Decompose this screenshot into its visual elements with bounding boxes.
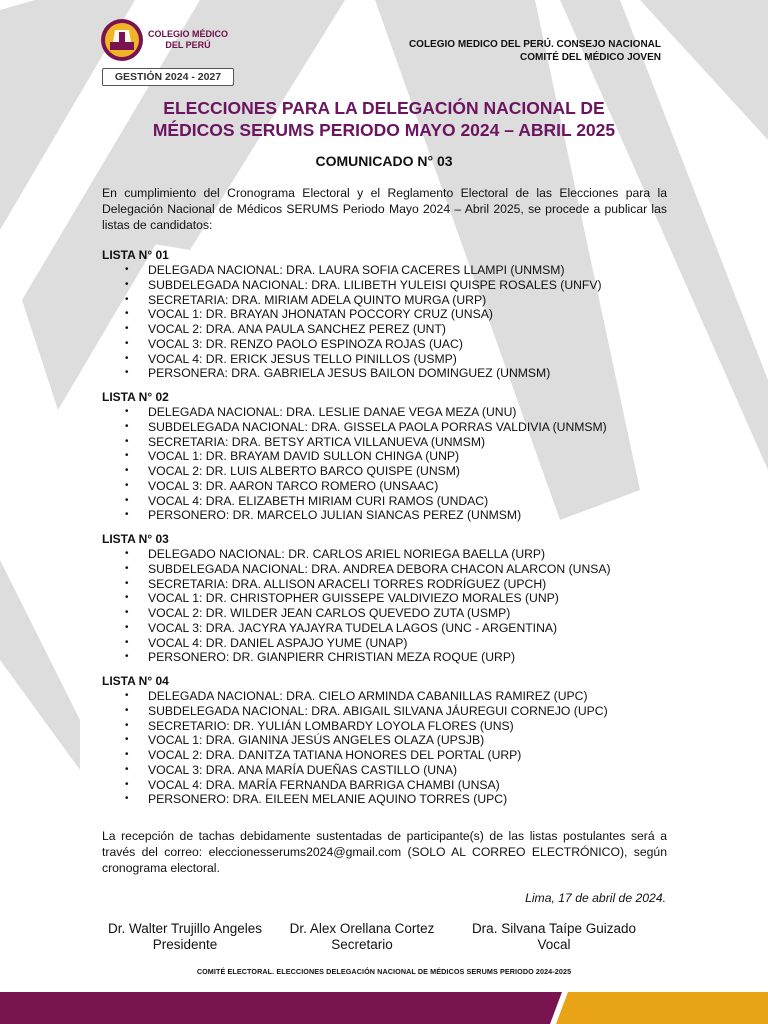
list-item: [102, 606, 672, 621]
candidate-text: PERSONERO: DR. GIANPIERR CHRISTIAN MEZA ROQUE (URP): [148, 650, 516, 665]
signature-role: Secretario: [331, 937, 393, 952]
footer-note: COMITÉ ELECTORAL. ELECCIONES DELEGACIÓN NACIONAL DE MÉDICOS SERUMS PERIODO 2024-2025: [196, 967, 572, 976]
list-item: [102, 689, 672, 704]
bullet-icon: •: [125, 308, 129, 320]
bullet-icon: •: [125, 337, 129, 349]
bullet-icon: •: [125, 548, 129, 559]
bullet-icon: •: [125, 278, 129, 290]
closing-paragraph: La recepción de tachas debidamente sustentadas de participante(s) de las listas postulantes será a través del correo: eleccionesserums2024@gmail.com (SOLO AL CORREO ELECTRÓNICO), según cronograma electoral.: [102, 829, 667, 875]
lista-title: LISTA N° 01: [102, 248, 169, 262]
comunicado-heading: COMUNICADO N° 03: [315, 153, 453, 169]
candidate-text: VOCAL 1: DR. BRAYAM DAVID SULLON CHINGA (UNP): [148, 449, 460, 464]
candidate-list: [102, 689, 672, 807]
signature-role: Presidente: [152, 937, 218, 952]
bullet-icon: •: [125, 607, 129, 618]
candidate-text: VOCAL 4: DR. ERICK JESUS TELLO PINILLOS (USMP): [148, 351, 457, 366]
lista-title: LISTA N° 02: [102, 390, 169, 404]
candidate-text: DELEGADA NACIONAL: DRA. LESLIE DANAE VEGA MEZA (UNU): [148, 405, 517, 419]
logo-name: [148, 29, 228, 51]
list-item: [102, 464, 672, 479]
list-item: [102, 337, 672, 352]
candidate-text: VOCAL 3: DR. AARON TARCO ROMERO (UNSAAC): [148, 478, 439, 493]
list-item: [102, 621, 672, 636]
list-item: [102, 293, 672, 308]
candidate-text: SECRETARIO: DR. YULIÁN LOMBARDY LOYOLA FLORES (UNS): [148, 718, 514, 733]
list-item: [102, 577, 672, 592]
organization-header: [409, 38, 661, 64]
bullet-icon: •: [125, 420, 129, 432]
bullet-icon: •: [125, 592, 129, 604]
candidate-list: [102, 547, 672, 665]
candidate-text: DELEGADO NACIONAL: DR. CARLOS ARIEL NORIEGA BAELLA (URP): [148, 547, 546, 561]
candidate-text: SUBDELEGADA NACIONAL: DRA. LILIBETH YULEISI QUISPE ROSALES (UNFV): [148, 277, 602, 292]
list-item: [102, 322, 672, 337]
bullet-icon: •: [125, 577, 129, 589]
list-item: [102, 420, 672, 435]
candidate-text: VOCAL 4: DRA. ELIZABETH MIRIAM CURI RAMOS (UNDAC): [148, 493, 489, 508]
candidate-text: VOCAL 3: DR. RENZO PAOLO ESPINOZA ROJAS (UAC): [148, 336, 463, 351]
signature-name: Dra. Silvana Taípe Guizado: [471, 921, 637, 936]
candidate-text: PERSONERA: DRA. GABRIELA JESUS BAILON DOMINGUEZ (UNMSM): [148, 366, 551, 381]
list-item: [102, 650, 672, 665]
candidate-list: [102, 263, 672, 381]
bullet-icon: •: [125, 293, 129, 305]
list-item: [102, 763, 672, 778]
lista-04: [102, 674, 672, 807]
bullet-icon: •: [125, 367, 129, 379]
bullet-icon: •: [125, 704, 129, 716]
candidate-text: VOCAL 1: DRA. GIANINA JESÚS ANGELES OLAZA (UPSJB): [148, 733, 485, 748]
list-item: [102, 352, 672, 367]
list-item: [102, 748, 672, 763]
candidate-text: VOCAL 1: DR. CHRISTOPHER GUISSEPE VALDIVIEZO MORALES (UNP): [148, 591, 559, 606]
candidate-text: VOCAL 2: DRA. DANITZA TATIANA HONORES DEL PORTAL (URP): [148, 748, 522, 762]
candidate-text: VOCAL 4: DRA. MARÍA FERNANDA BARRIGA CHAMBI (UNSA): [148, 777, 500, 792]
signature-president: [102, 921, 268, 953]
candidate-text: SUBDELEGADA NACIONAL: DRA. GISSELA PAOLA PORRAS VALDIVIA (UNMSM): [148, 419, 607, 434]
lista-03: [102, 532, 672, 665]
list-item: [102, 494, 672, 509]
signature-name: Dr. Walter Trujillo Angeles: [107, 921, 263, 936]
candidate-text: DELEGADA NACIONAL: DRA. CIELO ARMINDA CABANILLAS RAMIREZ (UPC): [148, 689, 588, 703]
intro-paragraph: En cumplimiento del Cronograma Electoral y el Reglamento Electoral de las Elecciones para la Delegación Nacional de Médicos SERUMS Periodo Mayo 2024 – Abril 2025, se procede a publicar las listas de candidatos:: [102, 186, 667, 232]
bullet-icon: •: [125, 651, 129, 663]
candidate-text: VOCAL 1: DR. BRAYAN JHONATAN POCCORY CRUZ (UNSA): [148, 307, 493, 322]
list-item: [102, 792, 672, 807]
candidate-text: PERSONERO: DRA. EILEEN MELANIE AQUINO TORRES (UPC): [148, 792, 508, 807]
lista-01: [102, 248, 672, 381]
list-item: [102, 479, 672, 494]
candidate-text: SECRETARIA: DRA. MIRIAM ADELA QUINTO MURGA (URP): [148, 292, 487, 307]
gestion-badge: GESTIÓN 2024 - 2027: [102, 68, 234, 86]
document-title: [100, 97, 668, 141]
candidate-text: VOCAL 2: DR. LUIS ALBERTO BARCO QUISPE (UNSM): [148, 464, 460, 478]
signature-secretary: [283, 921, 441, 953]
list-item: [102, 562, 672, 577]
colegio-medico-seal-icon: [100, 18, 144, 62]
list-item: [102, 778, 672, 793]
list-item: [102, 405, 672, 420]
list-item: [102, 704, 672, 719]
title-line-2: MÉDICOS SERUMS PERIODO MAYO 2024 – ABRIL 2025: [152, 120, 616, 140]
candidate-lists: [102, 248, 672, 816]
bullet-icon: •: [125, 264, 129, 275]
signature-vocal: [464, 921, 644, 953]
candidate-text: VOCAL 3: DRA. JACYRA YAJAYRA TUDELA LAGOS (UNC - ARGENTINA): [148, 620, 558, 635]
list-item: [102, 278, 672, 293]
lista-02: [102, 390, 672, 523]
bullet-icon: •: [125, 509, 129, 521]
bullet-icon: •: [125, 323, 129, 334]
candidate-text: PERSONERO: DR. MARCELO JULIAN SIANCAS PEREZ (UNMSM): [148, 508, 522, 523]
list-item: [102, 449, 672, 464]
candidate-text: VOCAL 4: DR. DANIEL ASPAJO YUME (UNAP): [148, 635, 408, 650]
organization-line-1: COLEGIO MEDICO DEL PERÚ. CONSEJO NACIONAL: [408, 39, 661, 50]
bullet-icon: •: [125, 749, 129, 760]
logo-line-2: DEL PERÚ: [165, 40, 211, 50]
candidate-text: VOCAL 3: DRA. ANA MARÍA DUEÑAS CASTILLO (UNA): [148, 762, 458, 777]
list-item: [102, 547, 672, 562]
list-item: [102, 307, 672, 322]
candidate-text: SUBDELEGADA NACIONAL: DRA. ANDREA DEBORA CHACON ALARCON (UNSA): [148, 561, 611, 576]
signature-name: Dr. Alex Orellana Cortez: [289, 921, 435, 936]
list-item: [102, 366, 672, 381]
bullet-icon: •: [125, 636, 129, 648]
bullet-icon: •: [125, 406, 129, 417]
bullet-icon: •: [125, 465, 129, 476]
candidate-list: [102, 405, 672, 523]
bullet-icon: •: [125, 734, 129, 746]
candidate-text: SECRETARIA: DRA. ALLISON ARACELI TORRES RODRÍGUEZ (UPCH): [148, 576, 547, 591]
list-item: [102, 733, 672, 748]
list-item: [102, 636, 672, 651]
footer-color-bars: [0, 992, 768, 1024]
list-item: [102, 435, 672, 450]
logo-line-1: COLEGIO MÉDICO: [148, 29, 229, 39]
list-item: [102, 719, 672, 734]
list-item: [102, 508, 672, 523]
candidate-text: SUBDELEGADA NACIONAL: DRA. ABIGAIL SILVANA JÁUREGUI CORNEJO (UPC): [148, 703, 608, 718]
bullet-icon: •: [125, 352, 129, 364]
bullet-icon: •: [125, 562, 129, 574]
bullet-icon: •: [125, 494, 129, 506]
bullet-icon: •: [125, 450, 129, 462]
list-item: [102, 263, 672, 278]
document-date: Lima, 17 de abril de 2024.: [525, 891, 666, 905]
bullet-icon: •: [125, 778, 129, 790]
bullet-icon: •: [125, 719, 129, 731]
bullet-icon: •: [125, 793, 129, 805]
candidate-text: DELEGADA NACIONAL: DRA. LAURA SOFIA CACERES LLAMPI (UNMSM): [148, 263, 565, 277]
lista-title: LISTA N° 04: [102, 674, 169, 688]
organization-line-2: COMITÉ DEL MÉDICO JOVEN: [520, 52, 661, 63]
logo-block: [100, 18, 236, 86]
candidate-text: SECRETARIA: DRA. BETSY ARTICA VILLANUEVA (UNMSM): [148, 434, 486, 449]
title-line-1: ELECCIONES PARA LA DELEGACIÓN NACIONAL DE: [163, 98, 605, 118]
bullet-icon: •: [125, 690, 129, 701]
lista-title: LISTA N° 03: [102, 532, 169, 546]
bullet-icon: •: [125, 435, 129, 447]
candidate-text: VOCAL 2: DR. WILDER JEAN CARLOS QUEVEDO ZUTA (USMP): [148, 606, 511, 620]
candidate-text: VOCAL 2: DRA. ANA PAULA SANCHEZ PEREZ (UNT): [148, 322, 446, 336]
signature-role: Vocal: [537, 937, 571, 952]
bullet-icon: •: [125, 479, 129, 491]
bullet-icon: •: [125, 621, 129, 633]
bullet-icon: •: [125, 763, 129, 775]
list-item: [102, 591, 672, 606]
